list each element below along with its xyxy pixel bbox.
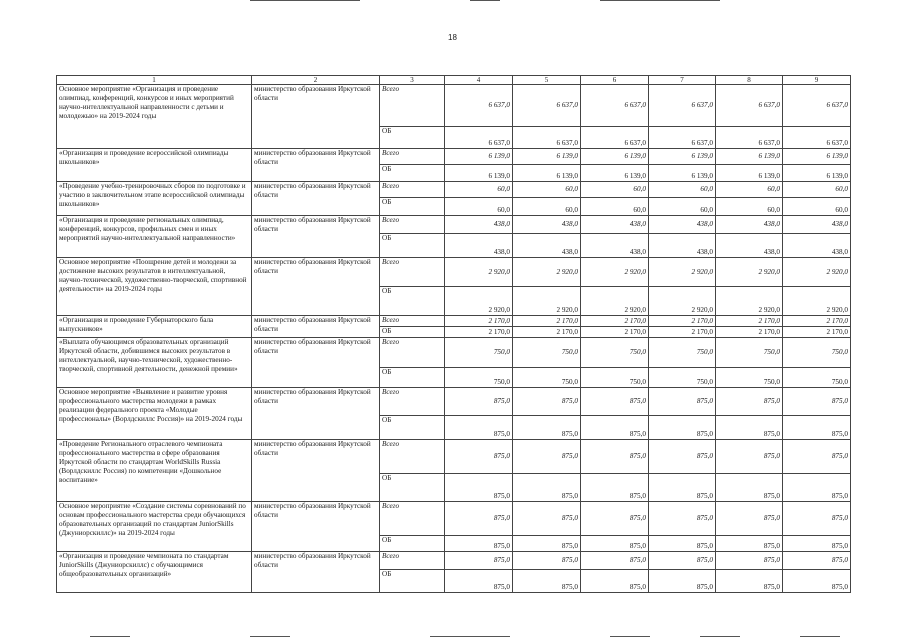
regional-value: 875,0 bbox=[513, 570, 581, 593]
regional-value: 875,0 bbox=[716, 474, 783, 502]
executor: министерство образования Иркутской области bbox=[252, 85, 380, 149]
executor: министерство образования Иркутской области bbox=[252, 258, 380, 316]
regional-value: 875,0 bbox=[649, 536, 716, 552]
regional-value: 2 170,0 bbox=[445, 327, 513, 338]
total-value: 6 637,0 bbox=[783, 85, 851, 127]
total-value: 875,0 bbox=[445, 388, 513, 416]
table-row bbox=[57, 502, 851, 536]
regional-value: 875,0 bbox=[513, 474, 581, 502]
total-value: 60,0 bbox=[513, 182, 581, 198]
activity-name: Основное мероприятие «Создание системы соревнований по основам профессионального мастерства среди обучающихся образовательных организаций по стандартам JuniorSkills (Джуниорскиллс)» на 2019-2024 годы bbox=[57, 502, 252, 552]
total-value: 2 170,0 bbox=[513, 316, 581, 327]
regional-value: 2 920,0 bbox=[783, 287, 851, 316]
regional-value: 6 139,0 bbox=[649, 165, 716, 182]
budget-table bbox=[56, 75, 851, 593]
regional-value: 6 139,0 bbox=[445, 165, 513, 182]
total-value: 438,0 bbox=[513, 216, 581, 234]
page-number: 18 bbox=[448, 33, 457, 42]
regional-value: 875,0 bbox=[783, 474, 851, 502]
table-row bbox=[57, 338, 851, 368]
funding-source-total: Всего bbox=[380, 502, 445, 536]
table-body bbox=[57, 85, 851, 593]
total-value: 875,0 bbox=[716, 388, 783, 416]
total-value: 2 920,0 bbox=[445, 258, 513, 287]
regional-value: 438,0 bbox=[513, 234, 581, 258]
regional-value: 875,0 bbox=[581, 570, 649, 593]
total-value: 438,0 bbox=[581, 216, 649, 234]
regional-value: 2 920,0 bbox=[513, 287, 581, 316]
regional-value: 875,0 bbox=[445, 536, 513, 552]
regional-value: 875,0 bbox=[445, 570, 513, 593]
regional-value: 60,0 bbox=[649, 198, 716, 216]
regional-value: 438,0 bbox=[716, 234, 783, 258]
regional-value: 60,0 bbox=[783, 198, 851, 216]
funding-source-total: Всего bbox=[380, 149, 445, 165]
funding-source-total: Всего bbox=[380, 388, 445, 416]
funding-source-regional: ОБ bbox=[380, 536, 445, 552]
regional-value: 2 920,0 bbox=[445, 287, 513, 316]
regional-value: 6 637,0 bbox=[445, 127, 513, 149]
regional-value: 750,0 bbox=[649, 368, 716, 388]
activity-name: «Организация и проведение всероссийской олимпиады школьников» bbox=[57, 149, 252, 182]
total-value: 875,0 bbox=[649, 552, 716, 570]
executor: министерство образования Иркутской области bbox=[252, 216, 380, 258]
regional-value: 6 637,0 bbox=[513, 127, 581, 149]
regional-value: 750,0 bbox=[581, 368, 649, 388]
total-value: 2 920,0 bbox=[649, 258, 716, 287]
total-value: 875,0 bbox=[513, 502, 581, 536]
total-value: 60,0 bbox=[445, 182, 513, 198]
table-row bbox=[57, 182, 851, 198]
funding-source-total: Всего bbox=[380, 338, 445, 368]
regional-value: 6 637,0 bbox=[716, 127, 783, 149]
funding-source-total: Всего bbox=[380, 85, 445, 127]
regional-value: 875,0 bbox=[649, 570, 716, 593]
regional-value: 438,0 bbox=[649, 234, 716, 258]
regional-value: 875,0 bbox=[716, 416, 783, 440]
regional-value: 2 920,0 bbox=[716, 287, 783, 316]
activity-name: «Организация и проведение региональных олимпиад, конференций, конкурсов, профильных смен и иных мероприятий научно-интеллектуальной направленности» bbox=[57, 216, 252, 258]
regional-value: 6 637,0 bbox=[649, 127, 716, 149]
column-number-2: 2 bbox=[252, 76, 380, 85]
regional-value: 60,0 bbox=[513, 198, 581, 216]
regional-value: 438,0 bbox=[783, 234, 851, 258]
total-value: 6 139,0 bbox=[783, 149, 851, 165]
total-value: 875,0 bbox=[783, 440, 851, 474]
total-value: 60,0 bbox=[581, 182, 649, 198]
total-value: 750,0 bbox=[445, 338, 513, 368]
column-number-1: 1 bbox=[57, 76, 252, 85]
total-value: 875,0 bbox=[581, 440, 649, 474]
table-row bbox=[57, 85, 851, 127]
total-value: 875,0 bbox=[581, 388, 649, 416]
total-value: 6 637,0 bbox=[649, 85, 716, 127]
total-value: 875,0 bbox=[716, 552, 783, 570]
total-value: 2 920,0 bbox=[513, 258, 581, 287]
regional-value: 875,0 bbox=[581, 416, 649, 440]
total-value: 2 170,0 bbox=[716, 316, 783, 327]
column-number-4: 4 bbox=[445, 76, 513, 85]
total-value: 438,0 bbox=[783, 216, 851, 234]
activity-name: «Проведение Регионального отраслевого чемпионата профессионального мастерства в сфере образования Иркутской области по стандартам WorldSkills Russia (Ворлдскиллс Россия) по компетенции «Дошкольное воспитание» bbox=[57, 440, 252, 502]
total-value: 875,0 bbox=[783, 502, 851, 536]
regional-value: 6 637,0 bbox=[581, 127, 649, 149]
table-row bbox=[57, 388, 851, 416]
total-value: 875,0 bbox=[783, 388, 851, 416]
table-row bbox=[57, 216, 851, 234]
regional-value: 875,0 bbox=[445, 474, 513, 502]
total-value: 60,0 bbox=[783, 182, 851, 198]
total-value: 6 637,0 bbox=[716, 85, 783, 127]
column-number-8: 8 bbox=[716, 76, 783, 85]
funding-source-regional: ОБ bbox=[380, 368, 445, 388]
total-value: 750,0 bbox=[513, 338, 581, 368]
activity-name: Основное мероприятие «Организация и проведение олимпиад, конференций, конкурсов и иных мероприятий научно-интеллектуальной направленности с детьми и молодежью» на 2019-2024 годы bbox=[57, 85, 252, 149]
regional-value: 875,0 bbox=[513, 416, 581, 440]
column-number-9: 9 bbox=[783, 76, 851, 85]
regional-value: 2 170,0 bbox=[513, 327, 581, 338]
column-number-3: 3 bbox=[380, 76, 445, 85]
regional-value: 438,0 bbox=[445, 234, 513, 258]
total-value: 6 637,0 bbox=[513, 85, 581, 127]
scan-edge-bottom bbox=[0, 634, 905, 640]
table-row bbox=[57, 552, 851, 570]
funding-source-regional: ОБ bbox=[380, 287, 445, 316]
total-value: 6 139,0 bbox=[513, 149, 581, 165]
regional-value: 2 170,0 bbox=[649, 327, 716, 338]
total-value: 6 637,0 bbox=[581, 85, 649, 127]
total-value: 2 170,0 bbox=[649, 316, 716, 327]
regional-value: 875,0 bbox=[581, 536, 649, 552]
total-value: 2 920,0 bbox=[581, 258, 649, 287]
total-value: 438,0 bbox=[716, 216, 783, 234]
total-value: 750,0 bbox=[783, 338, 851, 368]
funding-source-total: Всего bbox=[380, 258, 445, 287]
regional-value: 6 139,0 bbox=[716, 165, 783, 182]
total-value: 875,0 bbox=[581, 552, 649, 570]
total-value: 6 139,0 bbox=[445, 149, 513, 165]
executor: министерство образования Иркутской области bbox=[252, 316, 380, 338]
regional-value: 875,0 bbox=[649, 416, 716, 440]
regional-value: 6 139,0 bbox=[581, 165, 649, 182]
total-value: 438,0 bbox=[445, 216, 513, 234]
total-value: 875,0 bbox=[445, 552, 513, 570]
regional-value: 875,0 bbox=[716, 570, 783, 593]
total-value: 2 920,0 bbox=[716, 258, 783, 287]
regional-value: 2 920,0 bbox=[581, 287, 649, 316]
column-number-6: 6 bbox=[581, 76, 649, 85]
regional-value: 6 637,0 bbox=[783, 127, 851, 149]
scan-edge-top bbox=[0, 0, 905, 6]
funding-source-total: Всего bbox=[380, 216, 445, 234]
total-value: 875,0 bbox=[513, 552, 581, 570]
activity-name: Основное мероприятие «Выявление и развитие уровня профессионального мастерства молодежи в рамках реализации федерального проекта «Молодые профессионалы» (Ворлдскиллс Россия)» на 2019-2024 годы bbox=[57, 388, 252, 440]
regional-value: 875,0 bbox=[783, 536, 851, 552]
regional-value: 6 139,0 bbox=[513, 165, 581, 182]
funding-source-total: Всего bbox=[380, 316, 445, 327]
total-value: 750,0 bbox=[649, 338, 716, 368]
column-number-row bbox=[57, 76, 851, 85]
total-value: 2 170,0 bbox=[783, 316, 851, 327]
funding-source-total: Всего bbox=[380, 440, 445, 474]
funding-source-regional: ОБ bbox=[380, 570, 445, 593]
total-value: 875,0 bbox=[783, 552, 851, 570]
total-value: 2 170,0 bbox=[581, 316, 649, 327]
total-value: 875,0 bbox=[445, 440, 513, 474]
regional-value: 875,0 bbox=[783, 570, 851, 593]
table-row bbox=[57, 440, 851, 474]
executor: министерство образования Иркутской области bbox=[252, 182, 380, 216]
executor: министерство образования Иркутской области bbox=[252, 149, 380, 182]
total-value: 6 139,0 bbox=[649, 149, 716, 165]
total-value: 2 170,0 bbox=[445, 316, 513, 327]
regional-value: 6 139,0 bbox=[783, 165, 851, 182]
regional-value: 438,0 bbox=[581, 234, 649, 258]
funding-source-regional: ОБ bbox=[380, 127, 445, 149]
regional-value: 2 170,0 bbox=[783, 327, 851, 338]
total-value: 6 139,0 bbox=[716, 149, 783, 165]
total-value: 875,0 bbox=[716, 502, 783, 536]
executor: министерство образования Иркутской области bbox=[252, 552, 380, 593]
activity-name: Основное мероприятие «Поощрение детей и молодежи за достижение высоких результатов в интеллектуальной, научно-технической, художественно-творческой, спортивной деятельности» на 2019-2024 годы bbox=[57, 258, 252, 316]
total-value: 875,0 bbox=[513, 388, 581, 416]
funding-source-regional: ОБ bbox=[380, 327, 445, 338]
activity-name: «Проведение учебно-тренировочных сборов по подготовке и участию в заключительном этапе всероссийской олимпиады школьников» bbox=[57, 182, 252, 216]
funding-source-regional: ОБ bbox=[380, 416, 445, 440]
funding-source-total: Всего bbox=[380, 182, 445, 198]
regional-value: 2 170,0 bbox=[716, 327, 783, 338]
funding-source-total: Всего bbox=[380, 552, 445, 570]
regional-value: 60,0 bbox=[581, 198, 649, 216]
regional-value: 750,0 bbox=[716, 368, 783, 388]
regional-value: 60,0 bbox=[445, 198, 513, 216]
total-value: 875,0 bbox=[513, 440, 581, 474]
executor: министерство образования Иркутской области bbox=[252, 502, 380, 552]
regional-value: 60,0 bbox=[716, 198, 783, 216]
regional-value: 875,0 bbox=[716, 536, 783, 552]
funding-source-regional: ОБ bbox=[380, 165, 445, 182]
table-header bbox=[57, 76, 851, 85]
total-value: 875,0 bbox=[649, 440, 716, 474]
activity-name: «Организация и проведение чемпионата по стандартам JuniorSkills (Джуниорскиллс) с обучающимися общеобразовательных организаций» bbox=[57, 552, 252, 593]
regional-value: 875,0 bbox=[581, 474, 649, 502]
total-value: 2 920,0 bbox=[783, 258, 851, 287]
total-value: 6 139,0 bbox=[581, 149, 649, 165]
column-number-7: 7 bbox=[649, 76, 716, 85]
total-value: 750,0 bbox=[581, 338, 649, 368]
activity-name: «Выплата обучающимся образовательных организаций Иркутской области, добившимся высоких результатов в интеллектуальной, научно-технической, художественно-творческой, спортивной деятельности, денежной премии» bbox=[57, 338, 252, 388]
regional-value: 875,0 bbox=[783, 416, 851, 440]
total-value: 438,0 bbox=[649, 216, 716, 234]
total-value: 750,0 bbox=[716, 338, 783, 368]
regional-value: 750,0 bbox=[445, 368, 513, 388]
total-value: 875,0 bbox=[445, 502, 513, 536]
total-value: 60,0 bbox=[716, 182, 783, 198]
executor: министерство образования Иркутской области bbox=[252, 440, 380, 502]
activity-name: «Организация и проведение Губернаторского бала выпускников» bbox=[57, 316, 252, 338]
total-value: 875,0 bbox=[716, 440, 783, 474]
total-value: 875,0 bbox=[649, 388, 716, 416]
regional-value: 875,0 bbox=[513, 536, 581, 552]
executor: министерство образования Иркутской области bbox=[252, 338, 380, 388]
column-number-5: 5 bbox=[513, 76, 581, 85]
total-value: 60,0 bbox=[649, 182, 716, 198]
total-value: 875,0 bbox=[581, 502, 649, 536]
executor: министерство образования Иркутской области bbox=[252, 388, 380, 440]
funding-source-regional: ОБ bbox=[380, 198, 445, 216]
regional-value: 750,0 bbox=[783, 368, 851, 388]
regional-value: 2 920,0 bbox=[649, 287, 716, 316]
regional-value: 2 170,0 bbox=[581, 327, 649, 338]
regional-value: 875,0 bbox=[649, 474, 716, 502]
total-value: 6 637,0 bbox=[445, 85, 513, 127]
funding-source-regional: ОБ bbox=[380, 234, 445, 258]
regional-value: 750,0 bbox=[513, 368, 581, 388]
funding-source-regional: ОБ bbox=[380, 474, 445, 502]
table-row bbox=[57, 316, 851, 327]
table-row bbox=[57, 258, 851, 287]
table-row bbox=[57, 149, 851, 165]
regional-value: 875,0 bbox=[445, 416, 513, 440]
total-value: 875,0 bbox=[649, 502, 716, 536]
